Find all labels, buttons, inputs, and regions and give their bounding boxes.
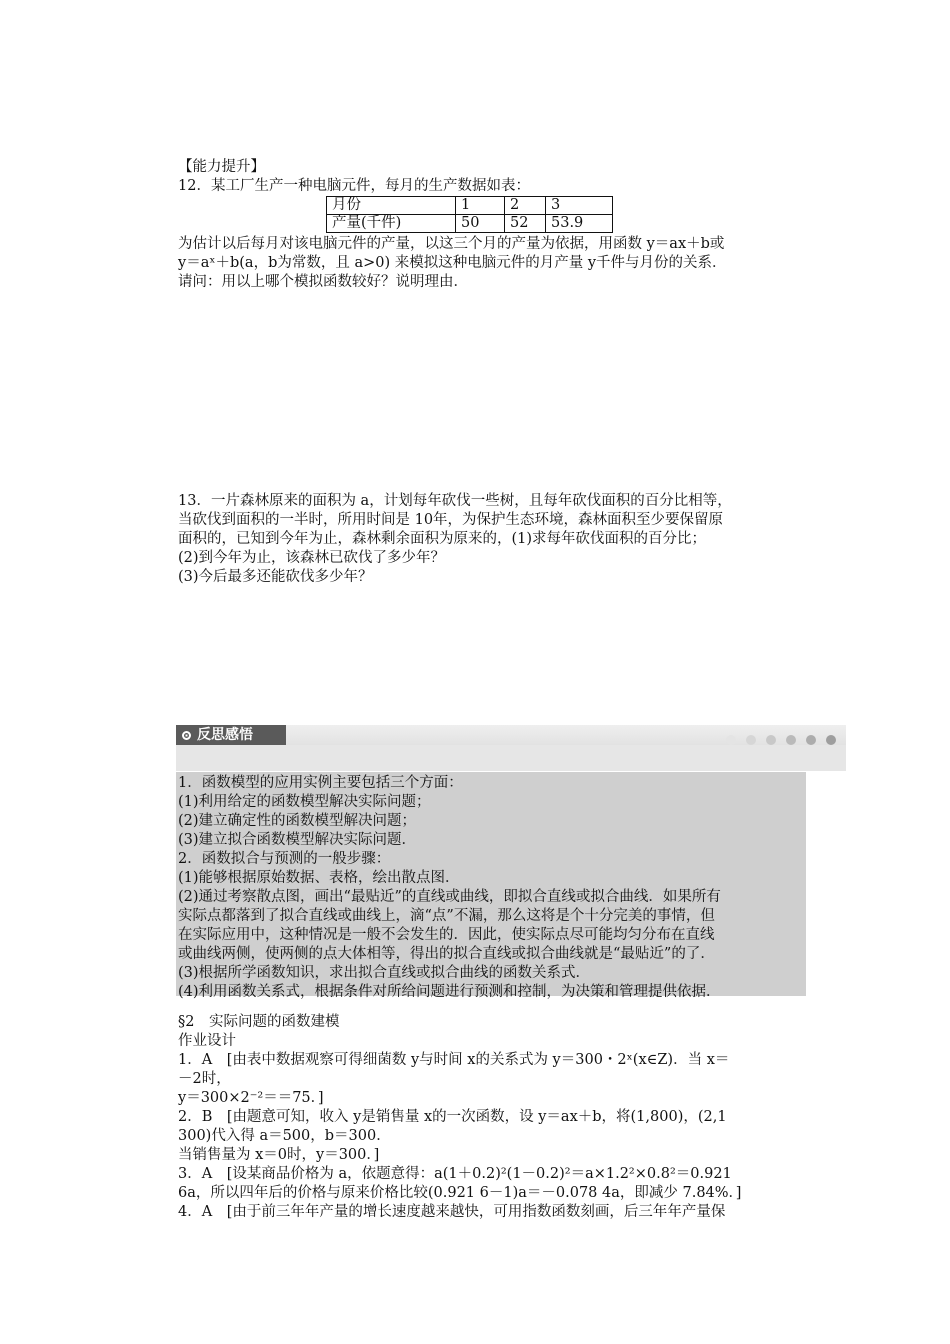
table-row (327, 197, 613, 215)
reflection-banner (176, 725, 846, 745)
circle-bullet-icon (182, 731, 191, 740)
answer-line: 2．B [由题意可知，收入 y是销售量 x的一次函数，设 y＝ax＋b，将(1,800)，(2,1 (178, 1109, 727, 1125)
dot-icon (826, 735, 836, 745)
table-cell: 50 (456, 215, 505, 233)
answer-line: 4．A [由于前三年年产量的增长速度越来越快，可用指数函数刻画，后三年年产量保 (178, 1204, 726, 1220)
reflection-line: (4)利用函数关系式，根据条件对所给问题进行预测和控制，为决策和管理提供依据． (178, 984, 721, 1000)
banner-shadow (176, 745, 846, 771)
dot-icon (786, 735, 796, 745)
reflection-banner-title: 反思感悟 (197, 727, 253, 743)
reflection-line: 2．函数拟合与预测的一般步骤： (178, 851, 391, 867)
table-row (327, 215, 613, 233)
table-cell: 53.9 (546, 215, 613, 233)
answer-line: 3．A [设某商品价格为 a，依题意得：a(1＋0.2)²(1－0.2)²＝a×1.2²×0.8²＝0.921 (178, 1166, 732, 1182)
reflection-line: 1．函数模型的应用实例主要包括三个方面： (178, 775, 463, 791)
question-13-line: (2)到今年为止，该森林已砍伐了多少年？ (178, 550, 446, 566)
section-heading-ability: 【能力提升】 (178, 159, 265, 175)
table-cell: 52 (505, 215, 546, 233)
answer-line: 300)代入得 a＝500，b＝300． (178, 1128, 391, 1144)
reflection-line: 实际点都落到了拟合直线或曲线上，滴“点”不漏，那么这将是个十分完美的事情，但 (178, 908, 715, 924)
table-cell: 2 (505, 197, 546, 215)
table-cell: 产量(千件) (327, 215, 456, 233)
reflection-line: (2)通过考察散点图，画出“最贴近”的直线或曲线，即拟合直线或拟合曲线．如果所有 (178, 889, 721, 905)
answer-line: 6a，所以四年后的价格与原来价格比较(0.921 6－1)a＝－0.078 4a，即减少 7.84%．] (178, 1185, 742, 1201)
dot-icon (746, 735, 756, 745)
answer-line: y＝300×2⁻²＝＝75．] (178, 1090, 324, 1106)
question-13-line: 面积的，已知到今年为止，森林剩余面积为原来的，(1)求每年砍伐面积的百分比； (178, 531, 707, 547)
question-13-line: 13．一片森林原来的面积为 a，计划每年砍伐一些树，且每年砍伐面积的百分比相等， (178, 493, 732, 509)
production-table (326, 196, 613, 233)
dot-icon (726, 735, 736, 745)
question-12-line: 为估计以后每月对该电脑元件的产量，以这三个月的产量为依据，用函数 y＝ax＋b或 (178, 236, 725, 252)
dot-icon (766, 735, 776, 745)
reflection-banner-tab (176, 725, 286, 745)
reflection-line: (3)建立拟合函数模型解决实际问题． (178, 832, 417, 848)
question-12-intro: 12．某工厂生产一种电脑元件，每月的生产数据如表： (178, 178, 530, 194)
dot-icon (806, 735, 816, 745)
question-12-line: y＝aˣ＋b(a，b为常数，且 a>0) 来模拟这种电脑元件的月产量 y千件与月份的关系． (178, 255, 727, 271)
answers-subtitle: 作业设计 (178, 1033, 236, 1049)
reflection-line: 或曲线两侧，使两侧的点大体相等，得出的拟合直线或拟合曲线就是“最贴近”的了． (178, 946, 715, 962)
table-cell: 月份 (327, 197, 456, 215)
reflection-line: (3)根据所学函数知识，求出拟合直线或拟合曲线的函数关系式． (178, 965, 591, 981)
reflection-line: 在实际应用中，这种情况是一般不会发生的．因此，使实际点尽可能均匀分布在直线 (178, 927, 715, 943)
question-13-line: 当砍伐到面积的一半时，所用时间是 10年，为保护生态环境，森林面积至少要保留原 (178, 512, 724, 528)
reflection-line: (1)利用给定的函数模型解决实际问题； (178, 794, 431, 810)
answers-section-title: §2 实际问题的函数建模 (178, 1014, 340, 1030)
table-cell: 1 (456, 197, 505, 215)
answer-line: －2时， (178, 1071, 231, 1087)
answer-line: 当销售量为 x＝0时，y＝300．] (178, 1147, 380, 1163)
answer-line: 1．A [由表中数据观察可得细菌数 y与时间 x的关系式为 y＝300・2ˣ(x∈Z)．当 x＝ (178, 1052, 730, 1068)
question-12-line: 请问：用以上哪个模拟函数较好？说明理由． (178, 274, 468, 290)
reflection-line: (1)能够根据原始数据、表格，绘出散点图． (178, 870, 460, 886)
reflection-line: (2)建立确定性的函数模型解决问题； (178, 813, 417, 829)
table-cell: 3 (546, 197, 613, 215)
question-13-line: (3)今后最多还能砍伐多少年？ (178, 569, 373, 585)
